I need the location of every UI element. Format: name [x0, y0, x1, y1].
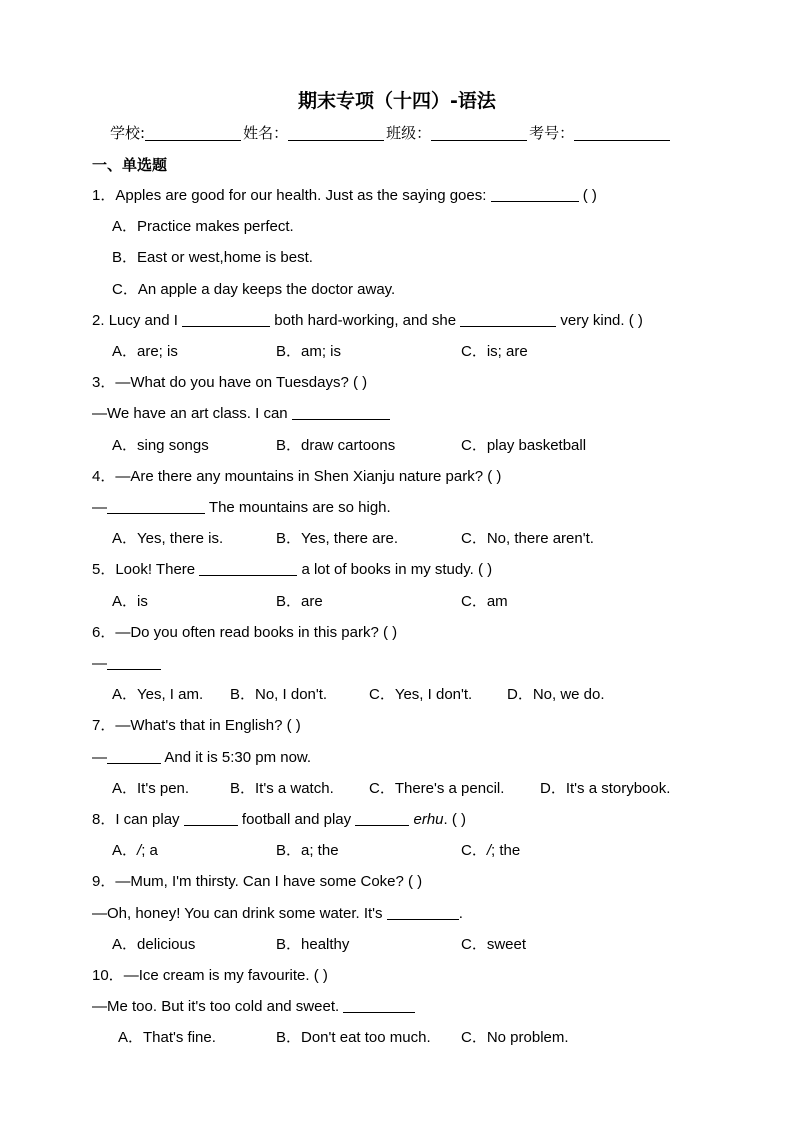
dash: — [92, 749, 107, 766]
option-c[interactable]: C．No problem. [461, 1029, 569, 1046]
answer-blank[interactable] [107, 655, 161, 670]
option-a-letter: A． [112, 842, 138, 859]
question-text: —We have an art class. I can [92, 405, 288, 422]
class-label: 班级： [386, 124, 432, 142]
question-6 [92, 623, 397, 643]
number-label: 考号： [529, 124, 575, 142]
question-8 [92, 810, 466, 830]
question-7 [92, 716, 301, 736]
answer-paren: ( ) [582, 187, 597, 204]
question-text: . ( ) [443, 811, 467, 828]
option-b[interactable]: B．No, I don't. [230, 686, 328, 703]
question-text: very kind. ( ) [560, 312, 643, 329]
question-text: —Me too. But it's too cold and sweet. [92, 998, 340, 1015]
option-d[interactable]: D．No, we do. [507, 686, 605, 703]
question-number: 9． [92, 873, 116, 890]
answer-blank[interactable] [199, 561, 297, 576]
option-a-text: ; a [141, 842, 158, 859]
question-2 [92, 311, 643, 331]
question-3-line-2 [92, 404, 390, 424]
question-text: . [458, 905, 463, 922]
option-c[interactable]: C．am [461, 593, 508, 610]
question-text: And it is 5:30 pm now. [164, 749, 312, 766]
option-a[interactable]: A．are; is [112, 343, 178, 360]
answer-blank[interactable] [355, 811, 409, 826]
option-b[interactable]: B．healthy [276, 936, 350, 953]
question-text: —What's that in English? ( ) [115, 717, 301, 734]
option-a[interactable]: A．sing songs [112, 437, 209, 454]
option-c-text: ; the [491, 842, 521, 859]
question-text-italic: erhu [413, 811, 444, 828]
option-c-letter: C． [461, 842, 487, 859]
option-b[interactable]: B．are [276, 593, 323, 610]
question-3 [92, 373, 367, 393]
answer-blank[interactable] [107, 749, 161, 764]
question-4-line-2 [92, 498, 391, 518]
class-blank[interactable] [431, 140, 527, 141]
option-a[interactable]: A．Yes, I am. [112, 686, 204, 703]
number-blank[interactable] [574, 140, 670, 141]
question-7-line-2 [92, 748, 311, 768]
option-a[interactable]: A．Practice makes perfect. [112, 218, 294, 235]
question-10 [92, 966, 328, 986]
option-c[interactable]: C．No, there aren't. [461, 530, 594, 547]
section-heading: 一、单选题 [92, 156, 168, 174]
option-c[interactable]: C．sweet [461, 936, 527, 953]
student-info-line [110, 122, 672, 143]
dash: — [92, 499, 107, 516]
option-a-slash: / [137, 842, 142, 859]
question-number: 10． [92, 967, 124, 984]
question-1 [92, 186, 597, 206]
page-title: 期末专项（十四）-语法 [298, 90, 496, 112]
question-text: —What do you have on Tuesdays? ( ) [115, 374, 368, 391]
question-number: 5． [92, 561, 116, 578]
question-number: 8． [92, 811, 116, 828]
option-b[interactable]: B．Don't eat too much. [276, 1029, 431, 1046]
option-b[interactable]: B．draw cartoons [276, 437, 396, 454]
option-a[interactable] [112, 841, 158, 861]
question-number: 1． [92, 187, 116, 204]
option-b[interactable]: B．am; is [276, 343, 342, 360]
name-label: 姓名： [243, 124, 289, 142]
question-9-line-2 [92, 904, 463, 924]
answer-blank[interactable] [460, 312, 556, 327]
answer-blank[interactable] [184, 811, 238, 826]
option-b[interactable]: B．East or west,home is best. [112, 249, 313, 266]
option-c[interactable]: C．play basketball [461, 437, 587, 454]
question-text: —Do you often read books in this park? ( ) [115, 624, 398, 641]
option-d[interactable]: D．It's a storybook. [540, 780, 671, 797]
option-a[interactable]: A．is [112, 593, 148, 610]
question-text: The mountains are so high. [208, 499, 391, 516]
question-9 [92, 872, 422, 892]
question-text: Look! There [115, 561, 196, 578]
question-text: a lot of books in my study. ( ) [301, 561, 493, 578]
school-blank[interactable] [145, 140, 241, 141]
question-number: 3． [92, 374, 116, 391]
question-number: 6． [92, 624, 116, 641]
question-text: Apples are good for our health. Just as the saying goes: [115, 187, 487, 204]
option-b[interactable]: B．Yes, there are. [276, 530, 399, 547]
answer-blank[interactable] [182, 312, 270, 327]
option-b[interactable]: B．It's a watch. [230, 780, 334, 797]
option-a[interactable]: A．delicious [112, 936, 196, 953]
dash: — [92, 655, 107, 672]
answer-blank[interactable] [387, 905, 459, 920]
answer-blank[interactable] [107, 499, 205, 514]
name-blank[interactable] [288, 140, 384, 141]
school-label: 学校: [110, 124, 146, 142]
question-text: I can play [115, 811, 180, 828]
question-10-line-2 [92, 997, 415, 1017]
option-c-slash: / [486, 842, 492, 859]
question-number: 2. [92, 312, 105, 329]
question-text: —Mum, I'm thirsty. Can I have some Coke? ( ) [115, 873, 423, 890]
option-c[interactable]: C．There's a pencil. [369, 780, 505, 797]
option-a[interactable]: A．It's pen. [112, 780, 190, 797]
question-text: football and play [241, 811, 352, 828]
option-b[interactable]: B．a; the [276, 842, 339, 859]
option-c[interactable]: C．is; are [461, 343, 528, 360]
question-number: 4． [92, 468, 116, 485]
question-6-line-2 [92, 654, 161, 674]
answer-blank[interactable] [292, 405, 390, 420]
question-number: 7． [92, 717, 116, 734]
question-text: —Ice cream is my favourite. ( ) [123, 967, 328, 984]
question-text: —Are there any mountains in Shen Xianju nature park? ( ) [115, 468, 502, 485]
question-text: —Oh, honey! You can drink some water. It's [92, 905, 383, 922]
option-c[interactable]: C．Yes, I don't. [369, 686, 473, 703]
question-5 [92, 560, 492, 580]
option-a[interactable]: A．That's fine. [118, 1029, 216, 1046]
question-text: both hard-working, and she [274, 312, 457, 329]
question-text: Lucy and I [108, 312, 178, 329]
answer-blank[interactable] [491, 187, 579, 202]
answer-blank[interactable] [343, 998, 415, 1013]
option-c[interactable] [461, 841, 520, 861]
option-c[interactable]: C．An apple a day keeps the doctor away. [112, 281, 396, 298]
question-4 [92, 467, 501, 487]
option-a[interactable]: A．Yes, there is. [112, 530, 224, 547]
